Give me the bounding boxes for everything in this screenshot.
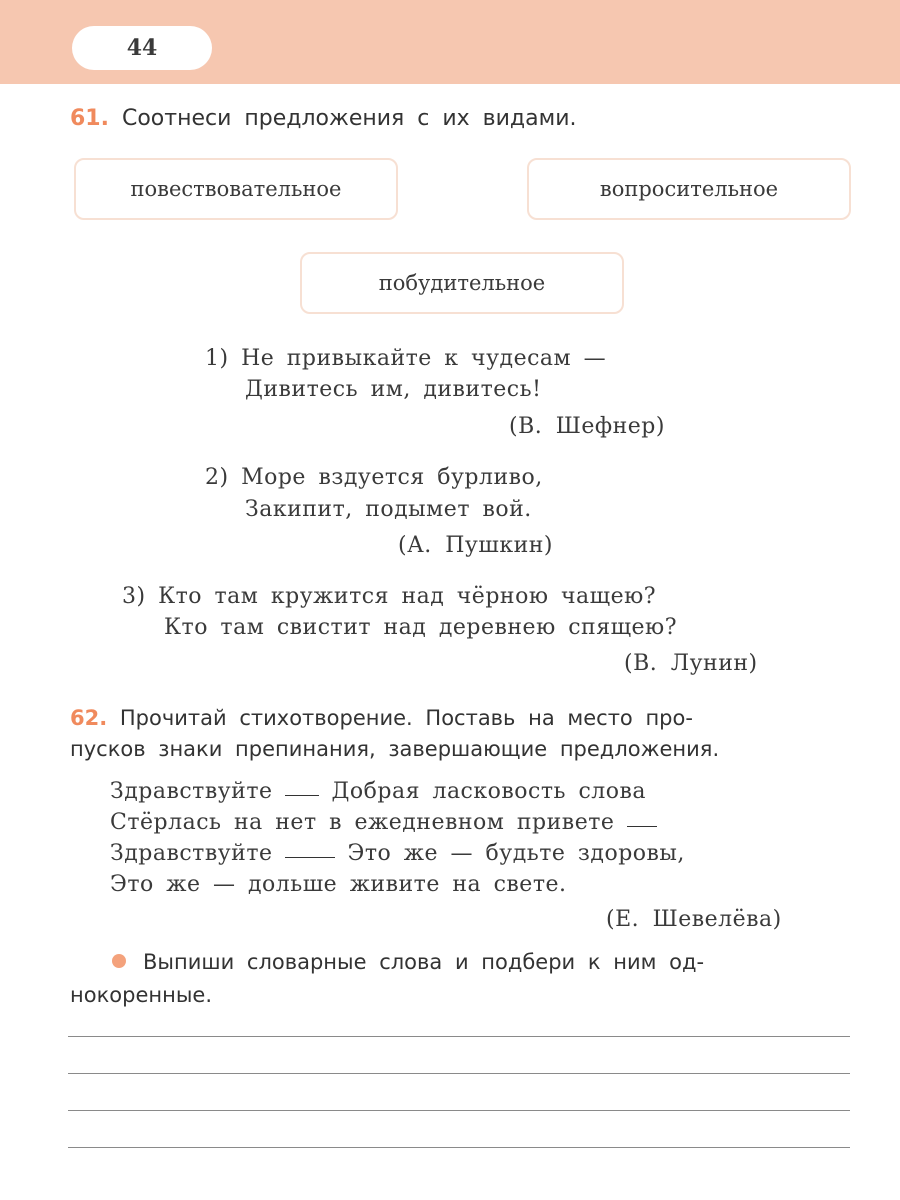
punctuation-blank-1[interactable] <box>285 793 319 796</box>
poem-line-1-end: Добрая ласковость слова <box>331 779 647 804</box>
sentence-3-line-1: 3) Кто там кружится над чёрною чащею? <box>122 584 657 609</box>
sentence-1-line-1: 1) Не привыкайте к чудесам — <box>205 346 607 371</box>
poem-line-2 <box>110 810 657 835</box>
task-62-instruction-line-1 <box>70 706 693 730</box>
task-61-title <box>70 106 577 131</box>
poem-line-2-start: Стёрлась на нет в ежедневном привете <box>110 810 615 835</box>
poem-line-4: Это же — дольше живите на свете. <box>110 872 567 897</box>
punctuation-blank-3[interactable] <box>285 855 335 858</box>
sentence-3-author: (В. Лунин) <box>624 651 758 676</box>
task-61-number: 61. <box>70 106 109 131</box>
answer-line-1[interactable] <box>68 1036 850 1037</box>
bullet-icon <box>112 954 126 968</box>
poem-author: (Е. Шевелёва) <box>606 907 782 932</box>
type-box-imperative[interactable]: побудительное <box>300 252 624 314</box>
task-62-instruction-line-2: пусков знаки препинания, завершающие предложения. <box>70 737 720 761</box>
page-number: 44 <box>72 26 212 70</box>
poem-line-3 <box>110 841 685 866</box>
sentence-3-line-2: Кто там свистит над деревнею спящею? <box>164 615 678 640</box>
sentence-2-line-1: 2) Море вздуется бурливо, <box>205 465 543 490</box>
punctuation-blank-2[interactable] <box>627 824 657 827</box>
poem-line-3-end: Это же — будьте здоровы, <box>347 841 685 866</box>
sentence-2-line-2: Закипит, подымет вой. <box>245 497 532 522</box>
answer-line-3[interactable] <box>68 1110 850 1111</box>
sentence-1-author: (В. Шефнер) <box>509 414 665 439</box>
sentence-1-line-2: Дивитесь им, дивитесь! <box>245 377 542 402</box>
subtask-line-2: нокоренные. <box>70 983 212 1007</box>
type-box-interrogative[interactable]: вопросительное <box>527 158 851 220</box>
answer-line-2[interactable] <box>68 1073 850 1074</box>
type-box-narrative[interactable]: повествовательное <box>74 158 398 220</box>
task-62-number: 62. <box>70 706 108 730</box>
poem-line-1-start: Здравствуйте <box>110 779 273 804</box>
task-62-instruction-text: Прочитай стихотворение. Поставь на место про- <box>119 706 693 730</box>
task-61-instruction: Соотнеси предложения с их видами. <box>121 106 577 131</box>
answer-line-4[interactable] <box>68 1147 850 1148</box>
sentence-2-author: (А. Пушкин) <box>398 533 553 558</box>
poem-line-1 <box>110 779 646 804</box>
poem-line-3-start: Здравствуйте <box>110 841 273 866</box>
subtask-line-1: Выпиши словарные слова и подбери к ним од- <box>143 950 705 974</box>
